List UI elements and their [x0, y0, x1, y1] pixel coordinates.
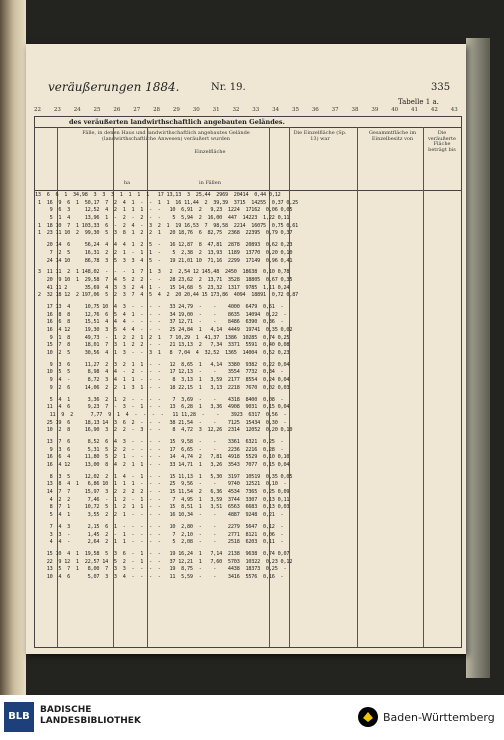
- table-row: 11 9 2 7,77 9 1 4 - - - - 11 11,28 - - 3923 6317 0,56 -: [35, 411, 290, 418]
- table-row: 13 8 4 1 6,86 10 1 1 1 - - - 25 9,56 - - 9740 12521 0,10 -: [35, 481, 290, 488]
- table-row: 3 3 - 1,45 2 - 1 - - - - 7 2,10 - - 2771 8121 0,06 -: [35, 531, 287, 538]
- column-number: 30: [192, 107, 200, 113]
- table-row: 20 14 6 56,24 4 4 4 1 2 5 - 16 12,87 8 47,81 2878 20893 0,62 0,23: [35, 242, 293, 249]
- table-row: 9 4 - 8,72 3 4 1 1 - - - 8 3,13 1 3,59 2177 8554 0,24 0,04: [35, 377, 290, 384]
- header-einzelflaeche: Einzelfläche: [194, 149, 226, 155]
- header-faelle: Fälle, in denen Haus und landwirthschaftlich angebautes Gelände (landwirthschaftliche Anwesen) veräußert wurden: [82, 130, 250, 142]
- table-row: 10 5 5 8,98 4 4 - 2 - - - 17 12,13 - - 3554 7732 0,34 -: [35, 369, 287, 376]
- column-number: 36: [311, 107, 319, 113]
- table-row: 1 23 11 10 2 99,30 5 3 8 1 2 2 1 20 18,76 6 82,75 2368 22395 0,79 0,37: [35, 230, 293, 237]
- table-row: 24 14 10 86,78 3 5 3 3 4 5 - 19 21,01 10 71,16 2299 17149 0,96 0,41: [35, 257, 293, 264]
- table-row: 16 6 4 11,80 5 2 1 - - - - 14 4,74 2 7,81 4918 5529 0,10 0,10: [35, 454, 290, 461]
- bw-emblem-icon: [357, 706, 379, 728]
- table-row: 16 4 12 19,30 3 5 4 4 - - - 25 24,84 1 4,14 4449 19741 0,35 0,02: [35, 327, 293, 333]
- column-number: 34: [272, 107, 280, 113]
- page-header-title: veräußerungen 1884.: [48, 80, 180, 94]
- header-ha: ha: [123, 180, 131, 186]
- table-row: 4 2 2 7,46 - 1 2 - 1 - - 7 4,95 1 3,59 3744 3307 0,13 0,11: [35, 496, 290, 503]
- library-name-line2: LANDESBIBLIOTHEK: [40, 716, 141, 726]
- table-row: 20 9 10 1 29,58 7 4 5 2 2 - - 28 23,62 2 13,71 3528 18805 0,67 0,35: [35, 276, 293, 283]
- header-gesammtflaeche: Gesammtfläche im Einzelbesitz von: [368, 130, 417, 142]
- table-row: 17 13 4 10,75 10 4 3 - - - - 33 24,79 - - 4000 6479 0,61 -: [35, 303, 287, 310]
- table-row: 13 6 6 1 34,98 3 3 3 1 1 1 1 17 13,13 3 25,44 2969 20414 0,44 0,12: [35, 192, 281, 198]
- table-row: 5 4 1 3,36 2 1 2 - - - - 7 3,69 - - 4318 8400 0,08 -: [35, 396, 287, 403]
- table-row: 3 11 11 2 1 148,02 - - - 1 7 1 3 2 2,54 12 145,48 2450 18638 0,10 0,78: [35, 269, 290, 276]
- table-row: 15 7 8 18,01 7 3 1 2 2 - - 21 13,13 2 7,34 3371 5591 0,40 0,08: [35, 342, 290, 349]
- column-number: 33: [252, 107, 260, 113]
- column-number: 43: [450, 107, 458, 113]
- table-row: 41 11 2 35,69 4 3 3 2 4 1 - 15 14,68 5 23,32 1317 9785 1,11 0,24: [35, 284, 290, 291]
- table-row: 22 9 12 1 22,57 14 5 2 - 1 - - 37 12,21 1 7,60 5703 10322 0,23 0,12: [35, 558, 293, 565]
- table-row: 5 1 4 13,96 1 - 2 - 2 - - 5 5,94 2 16,00 447 14223 1,22 0,11: [35, 215, 290, 222]
- column-number: 25: [93, 107, 101, 113]
- table-row: 1 18 10 7 1 103,33 6 - 2 4 - 3 2 1 19 16,53 7 98,58 2214 16075 0,75 0,61: [35, 222, 299, 229]
- table-row: 10 4 6 5,07 3 3 4 - - - - 11 5,59 - - 3416 5576 0,16 -: [35, 573, 287, 580]
- column-number: 35: [291, 107, 299, 113]
- header-veraeusserte: Die veräußerte Fläche beträgt bis: [427, 130, 457, 153]
- page-header-number: Nr. 19.: [211, 82, 246, 93]
- table-row: 8 7 1 10,72 5 1 2 1 1 - - 15 8,51 1 3,51 6563 6683 0,13 0,03: [35, 504, 290, 511]
- library-name-line1: BADISCHE: [40, 705, 92, 715]
- table-body: [35, 192, 461, 582]
- table-row: 16 4 12 13,00 8 4 2 1 1 - - 33 14,71 1 3,26 3543 7077 0,15 0,04: [35, 462, 290, 468]
- table-row: 7 4 3 2,15 6 1 - - - - - 10 2,80 - - 2279 5647 0,12 -: [35, 523, 287, 530]
- table-row: 13 7 6 8,52 6 4 3 - - - - 15 9,58 - - 3361 6321 0,25 -: [35, 438, 287, 445]
- column-number: 24: [73, 107, 81, 113]
- table-row: 16 8 8 12,76 6 5 4 1 - - - 34 19,00 - - 8635 14094 0,22 -: [35, 311, 290, 318]
- table-row: 8 3 5 12,02 2 1 4 - 1 - - 15 11,13 1 5,30 3197 10519 0,35 0,05: [35, 473, 293, 480]
- table-row: 9 6 3 12,52 4 2 1 1 1 - - 10 6,91 2 9,23 1224 17162 0,06 0,05: [35, 207, 293, 214]
- column-number: 26: [113, 107, 121, 113]
- table-row: 14 7 7 15,97 3 2 2 2 2 - - 15 11,54 2 6,36 4534 7365 0,25 0,09: [35, 489, 290, 496]
- table-row: 4 4 - 2,64 2 1 1 - - - - 5 2,08 - - 2518 6203 0,11 -: [35, 539, 287, 546]
- column-number: 28: [153, 107, 161, 113]
- column-number: 32: [232, 107, 240, 113]
- column-number: 27: [133, 107, 141, 113]
- column-number: 41: [411, 107, 419, 113]
- table-label: Tabelle 1 a.: [398, 98, 439, 106]
- column-number: 38: [351, 107, 359, 113]
- table-row: 13 5 7 1 8,00 7 3 3 - - - - 19 8,75 - - 4438 18373 0,25 -: [35, 566, 290, 573]
- table-row: 10 2 5 30,56 4 1 3 - - 3 1 8 7,04 4 32,52 1365 14004 0,52 0,23: [35, 350, 290, 357]
- table-row: 5 4 1 3,55 2 2 1 - - - - 16 10,34 - - 4887 9248 0,21 -: [35, 512, 287, 519]
- table-row: 10 2 8 16,90 3 2 2 - 3 - - 8 4,72 3 12,26 2314 12052 0,20 0,10: [35, 427, 293, 434]
- column-number: 37: [331, 107, 339, 113]
- table-row: 9 3 6 11,27 2 3 2 1 1 - - 12 8,65 1 4,14 3380 9382 0,22 0,04: [35, 361, 290, 368]
- table-row: 25 19 6 18,13 14 3 6 2 - - - 38 21,54 - - 7125 15434 0,30 -: [35, 419, 290, 426]
- table-row: 9 3 6 5,31 5 2 2 - - - - 17 6,65 - - 2236 2216 0,28 -: [35, 446, 287, 453]
- table-row: 1 16 9 6 1 50,17 7 2 4 1 - - 1 1 16 11,44 2 39,39 3715 14255 0,37 0,25: [35, 199, 299, 206]
- column-numbers: [34, 107, 458, 113]
- table-header: [35, 128, 461, 191]
- header-in-faellen: in Fällen: [199, 180, 221, 186]
- column-number: 22: [34, 107, 41, 113]
- column-number: 31: [212, 107, 220, 113]
- column-number: 40: [391, 107, 399, 113]
- header-die-einzelflaeche: Die Einzelfläche (Sp. 13) war: [293, 130, 347, 142]
- column-number: 29: [172, 107, 180, 113]
- library-name: [40, 705, 141, 727]
- page-number: 335: [431, 82, 451, 93]
- statistics-table: [34, 116, 462, 648]
- table-row: 2 32 18 12 2 197,06 5 2 3 7 4 5 4 2 20 20,44 15 173,86 4094 18891 0,72 0,87: [35, 292, 299, 299]
- document-page: [26, 44, 466, 654]
- table-row: 9 1 8 49,73 - 1 2 2 1 2 1 7 10,29 1 41,37 1386 10285 0,74 0,25: [35, 334, 290, 341]
- column-number: 39: [371, 107, 379, 113]
- column-number: 42: [430, 107, 438, 113]
- page-edge: [466, 38, 490, 678]
- table-row: 16 6 8 15,51 4 4 4 - - - - 37 12,71 - - 8486 6390 0,36 -: [35, 319, 287, 326]
- table-title: des veräußerten landwirthschaftlich angebauten Geländes.: [35, 117, 461, 128]
- state-name: Baden-Württemberg: [383, 711, 495, 724]
- book-binding: [0, 0, 26, 695]
- table-row: 11 4 6 9,23 7 - 3 - 1 - - 13 6,28 1 3,36 4908 9031 0,15 0,04: [35, 404, 290, 411]
- table-row: 7 2 5 16,31 2 2 1 - 1 1 - 5 2,38 2 13,93 1189 13770 0,20 0,10: [35, 249, 293, 256]
- table-row: 15 10 4 1 19,58 5 3 6 - 1 - - 19 16,24 1 7,14 2138 9638 0,74 0,07: [35, 550, 290, 557]
- table-row: 9 2 6 14,06 2 2 1 3 1 - - 18 22,15 1 3,13 2218 7670 0,02 0,03: [35, 384, 290, 391]
- blb-logo: BLB: [4, 702, 34, 732]
- column-number: 23: [53, 107, 61, 113]
